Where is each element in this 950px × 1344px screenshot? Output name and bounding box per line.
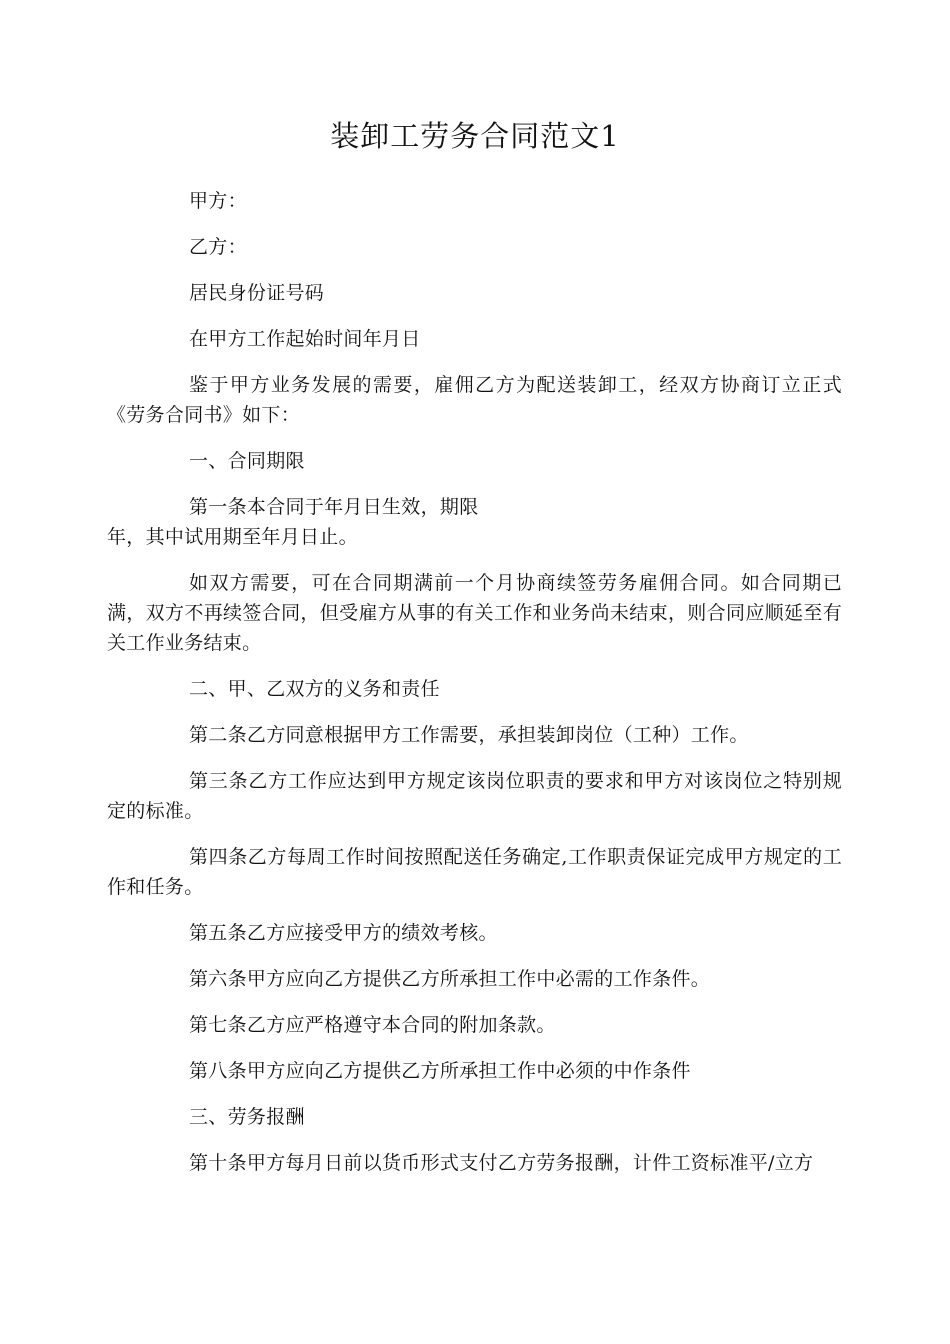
article-8-paragraph: 第八条甲方应向乙方提供乙方所承担工作中必须的中作条件 <box>189 1060 691 1082</box>
party-b-line: 乙方： <box>189 236 247 258</box>
article-1-paragraph <box>107 492 842 552</box>
document-body <box>107 186 842 1194</box>
article-7-paragraph: 第七条乙方应严格遵守本合同的附加条款。 <box>189 1014 556 1036</box>
section-heading-term: 一、合同期限 <box>189 450 305 472</box>
article-6-paragraph: 第六条甲方应向乙方提供乙方所承担工作中必需的工作条件。 <box>189 968 711 990</box>
article-10-paragraph: 第十条甲方每月日前以货币形式支付乙方劳务报酬，计件工资标准平/立方 <box>189 1152 814 1174</box>
section-heading-remuneration: 三、劳务报酬 <box>189 1106 305 1128</box>
article-2-paragraph: 第二条乙方同意根据甲方工作需要，承担装卸岗位（工种）工作。 <box>189 724 749 746</box>
renewal-paragraph: 如双方需要，可在合同期满前一个月协商续签劳务雇佣合同。如合同期已满，双方不再续签合同，但受雇方从事的有关工作和业务尚未结束，则合同应顺延至有关工作业务结束。 <box>107 572 842 654</box>
article-5-paragraph: 第五条乙方应接受甲方的绩效考核。 <box>189 922 498 944</box>
preamble-paragraph: 鉴于甲方业务发展的需要，雇佣乙方为配送装卸工，经双方协商订立正式《劳务合同书》如下： <box>107 374 842 426</box>
id-number-line: 居民身份证号码 <box>189 282 325 304</box>
article-4-paragraph: 第四条乙方每周工作时间按照配送任务确定,工作职责保证完成甲方规定的工作和任务。 <box>107 846 842 898</box>
article-1-line-2: 年，其中试用期至年月日止。 <box>107 526 358 548</box>
article-3-paragraph: 第三条乙方工作应达到甲方规定该岗位职责的要求和甲方对该岗位之特别规定的标准。 <box>107 770 842 822</box>
party-a-line: 甲方： <box>189 190 247 212</box>
start-date-line: 在甲方工作起始时间年月日 <box>189 328 421 350</box>
section-heading-obligations: 二、甲、乙双方的义务和责任 <box>189 678 440 700</box>
document-title: 装卸工劳务合同范文1 <box>330 119 620 153</box>
article-1-line-1: 第一条本合同于年月日生效，期限 <box>189 496 479 518</box>
